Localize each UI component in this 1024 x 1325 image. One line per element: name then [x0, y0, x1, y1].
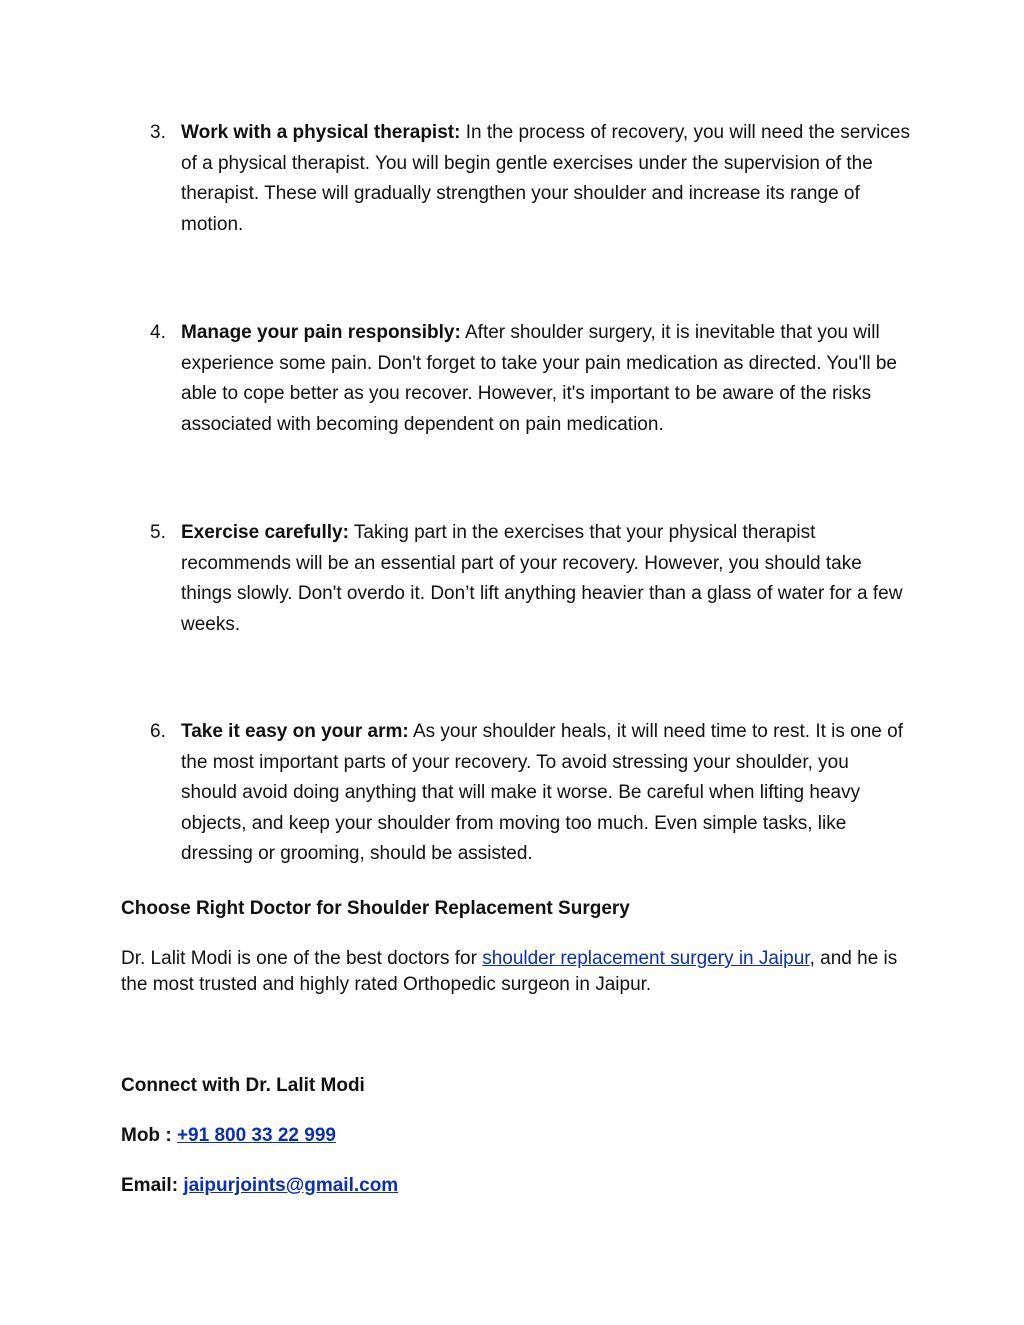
doctor-paragraph [121, 946, 911, 998]
list-item-title: Exercise carefully: [181, 522, 349, 543]
list-number: 5. [150, 522, 166, 543]
list-number: 6. [150, 721, 166, 742]
list-item-take-it-easy [150, 717, 910, 870]
list-item-body [181, 518, 910, 640]
list-item-title: Take it easy on your arm: [181, 721, 409, 742]
list-item-body [181, 318, 910, 440]
paragraph-text-before: Dr. Lalit Modi is one of the best doctors for [121, 948, 483, 969]
list-item-title: Work with a physical therapist: [181, 122, 461, 143]
email-link[interactable]: jaipurjoints@gmail.com [183, 1175, 399, 1196]
email-label: Email: [121, 1175, 184, 1196]
section-heading: Choose Right Doctor for Shoulder Replacement Surgery [121, 898, 630, 919]
list-item-body [181, 118, 910, 240]
list-item-exercise-carefully [150, 518, 910, 640]
list-item-text: Taking part in the exercises that your physical therapist recommends will be an essential part of your recovery. However, you should take things slowly. Don't overdo it. Don’t lift anything heavier than a glass of water for a few weeks. [181, 522, 903, 635]
paragraph-text-after: , and he is the most trusted and highly rated Orthopedic surgeon in Jaipur. [121, 948, 898, 995]
mobile-label: Mob : [121, 1125, 177, 1146]
email-line [121, 1173, 398, 1199]
mobile-link[interactable]: +91 800 33 22 999 [176, 1125, 336, 1146]
list-item-physical-therapist [150, 118, 910, 240]
list-number: 4. [150, 322, 166, 343]
connect-heading: Connect with Dr. Lalit Modi [121, 1075, 365, 1096]
surgery-link[interactable]: shoulder replacement surgery in Jaipur [482, 948, 810, 969]
list-item-text: After shoulder surgery, it is inevitable that you will experience some pain. Don't forget to take your pain medication as directed. You'll be able to cope better as you recover. However, it's important to be aware of the risks associated with becoming dependent on pain medication. [181, 322, 897, 435]
list-item-text: In the process of recovery, you will need the services of a physical therapist. You will begin gentle exercises under the supervision of the therapist. These will gradually strengthen your shoulder and increase its range of motion. [181, 122, 910, 235]
list-item-manage-pain [150, 318, 910, 440]
list-item-title: Manage your pain responsibly: [181, 322, 461, 343]
list-item-body [181, 717, 910, 870]
list-item-text: As your shoulder heals, it will need time to rest. It is one of the most important parts of your recovery. To avoid stressing your shoulder, you should avoid doing anything that will make it worse. Be careful when lifting heavy objects, and keep your shoulder from moving too much. Even simple tasks, like dressing or grooming, should be assisted. [181, 721, 903, 864]
mobile-line [121, 1123, 336, 1149]
list-number: 3. [150, 122, 166, 143]
